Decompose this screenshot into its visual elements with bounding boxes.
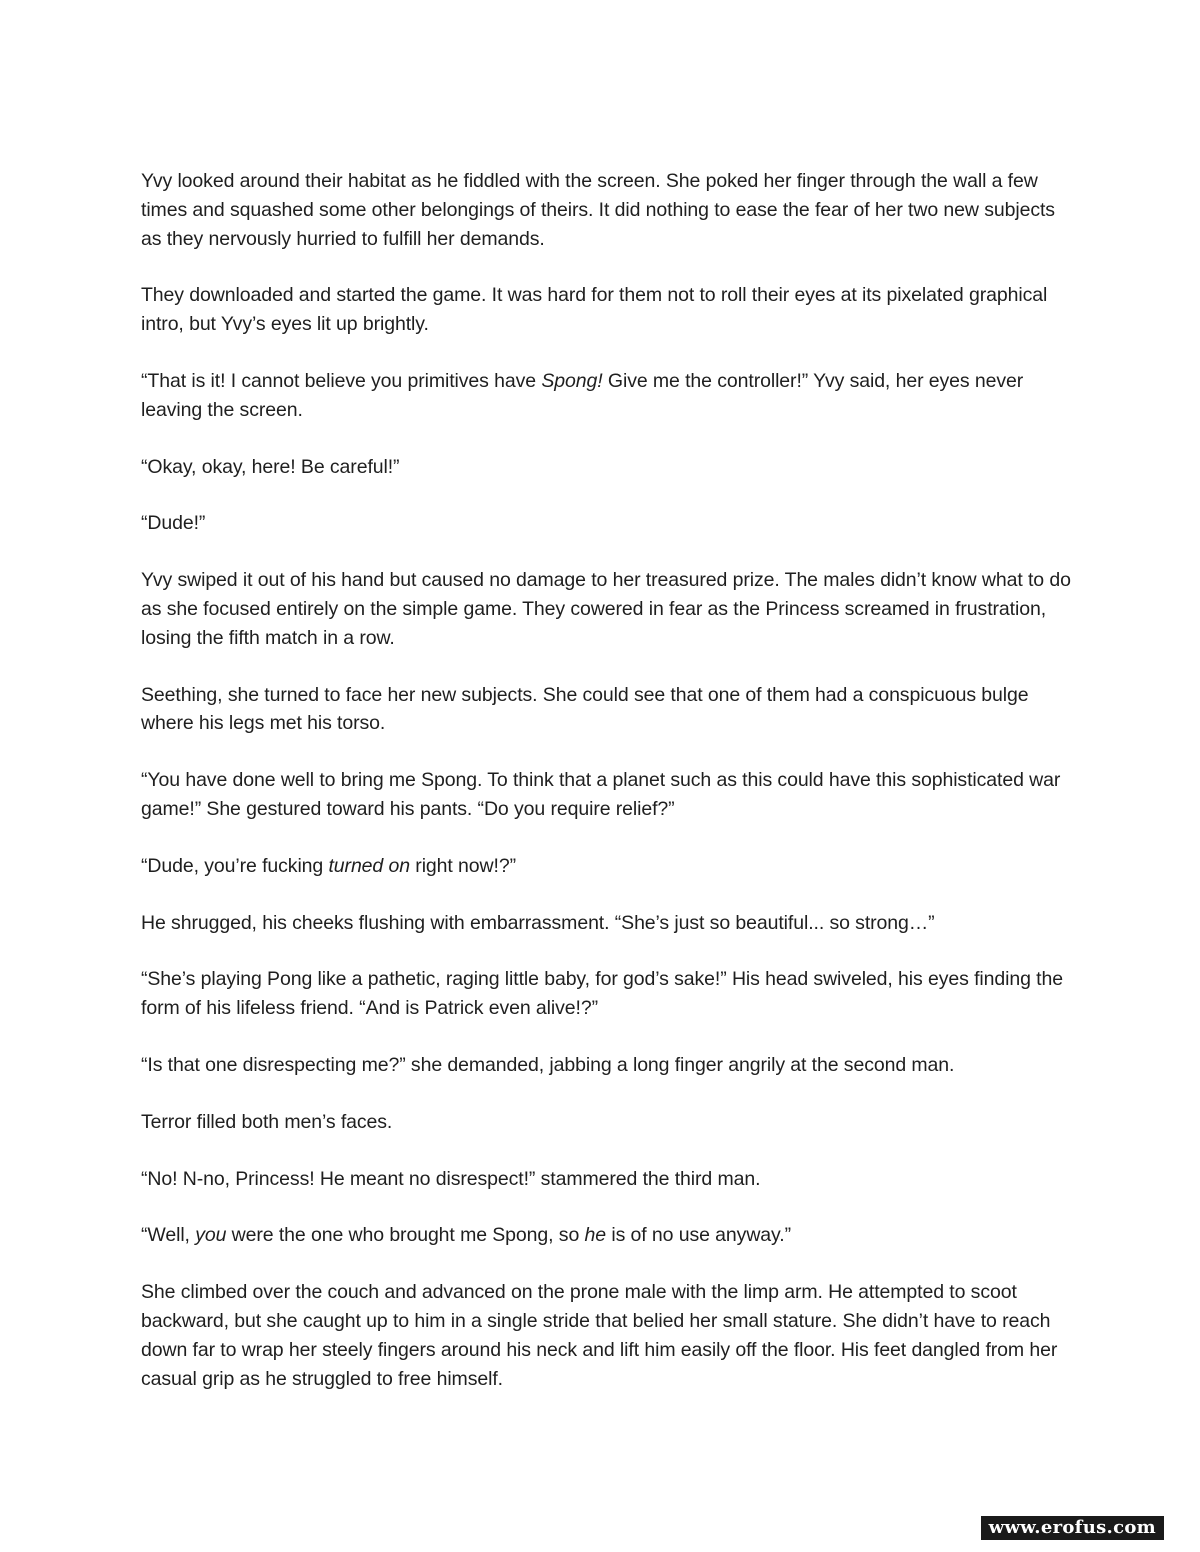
paragraph (141, 1278, 1076, 1393)
text-run: She climbed over the couch and advanced on the prone male with the limp arm. He attempted to scoot backward, but she caught up to him in a single stride that belied her small stature. She didn’t have to reach down far to wrap her steely fingers around his neck and lift him easily off the floor. His feet dangled from her casual grip as he struggled to free himself. (141, 1281, 1058, 1390)
text-run: Terror filled both men’s faces. (141, 1110, 393, 1133)
text-run: Seething, she turned to face her new subjects. She could see that one of them had a conspicuous bulge where his legs met his torso. (141, 683, 1029, 735)
paragraph (141, 1108, 1076, 1137)
text-run: Yvy looked around their habitat as he fiddled with the screen. She poked her finger through the wall a few times and squashed some other belongings of theirs. It did nothing to ease the fear of her two new subjects as they nervously hurried to fulfill her demands. (141, 170, 1055, 250)
text-run: “No! N-no, Princess! He meant no disrespect!” stammered the third man. (141, 1167, 761, 1190)
paragraph (141, 281, 1076, 339)
text-run: “Is that one disrespecting me?” she demanded, jabbing a long finger angrily at the second man. (141, 1053, 955, 1076)
paragraph (141, 766, 1076, 824)
text-run: He shrugged, his cheeks flushing with embarrassment. “She’s just so beautiful... so strong…” (141, 911, 935, 934)
paragraph (141, 681, 1076, 739)
italic-text-run: Spong! (541, 369, 603, 392)
paragraph (141, 852, 1076, 881)
text-run: Give me the controller!” Yvy said, her eyes never leaving the screen. (141, 369, 1024, 421)
text-run: “Dude, you’re fucking (141, 854, 329, 877)
paragraph (141, 1221, 1076, 1250)
italic-text-run: you (195, 1224, 227, 1247)
text-run: “She’s playing Pong like a pathetic, raging little baby, for god’s sake!” His head swiveled, his eyes finding the form of his lifeless friend. “And is Patrick even alive!?” (141, 968, 1063, 1020)
text-run: “Dude!” (141, 512, 206, 535)
text-run: “Well, (141, 1224, 196, 1247)
text-run: is of no use anyway.” (606, 1224, 791, 1247)
text-run: “Okay, okay, here! Be careful!” (141, 455, 400, 478)
paragraph (141, 1051, 1076, 1080)
italic-text-run: he (584, 1224, 607, 1247)
italic-text-run: turned on (328, 854, 410, 877)
paragraph (141, 1165, 1076, 1194)
text-run: Yvy swiped it out of his hand but caused no damage to her treasured prize. The males didn’t know what to do as she focused entirely on the simple game. They cowered in fear as the Princess screamed in frustration, losing the fifth match in a row. (141, 569, 1071, 649)
paragraph (141, 367, 1076, 425)
paragraph (141, 566, 1076, 652)
text-run: They downloaded and started the game. It was hard for them not to roll their eyes at its pixelated graphical intro, but Yvy’s eyes lit up brightly. (141, 284, 1048, 336)
text-run: “You have done well to bring me Spong. To think that a planet such as this could have this sophisticated war game!” She gestured toward his pants. “Do you require relief?” (141, 769, 1061, 820)
text-run: right now!?” (409, 854, 516, 877)
text-run: were the one who brought me Spong, so (226, 1224, 585, 1247)
text-run: “That is it! I cannot believe you primitives have (141, 369, 542, 392)
paragraph (141, 965, 1076, 1023)
paragraph (141, 909, 1076, 938)
paragraph (141, 509, 1076, 538)
paragraph (141, 453, 1076, 482)
document-body (141, 167, 1076, 1421)
paragraph (141, 167, 1076, 253)
watermark-label: www.erofus.com (981, 1516, 1164, 1540)
